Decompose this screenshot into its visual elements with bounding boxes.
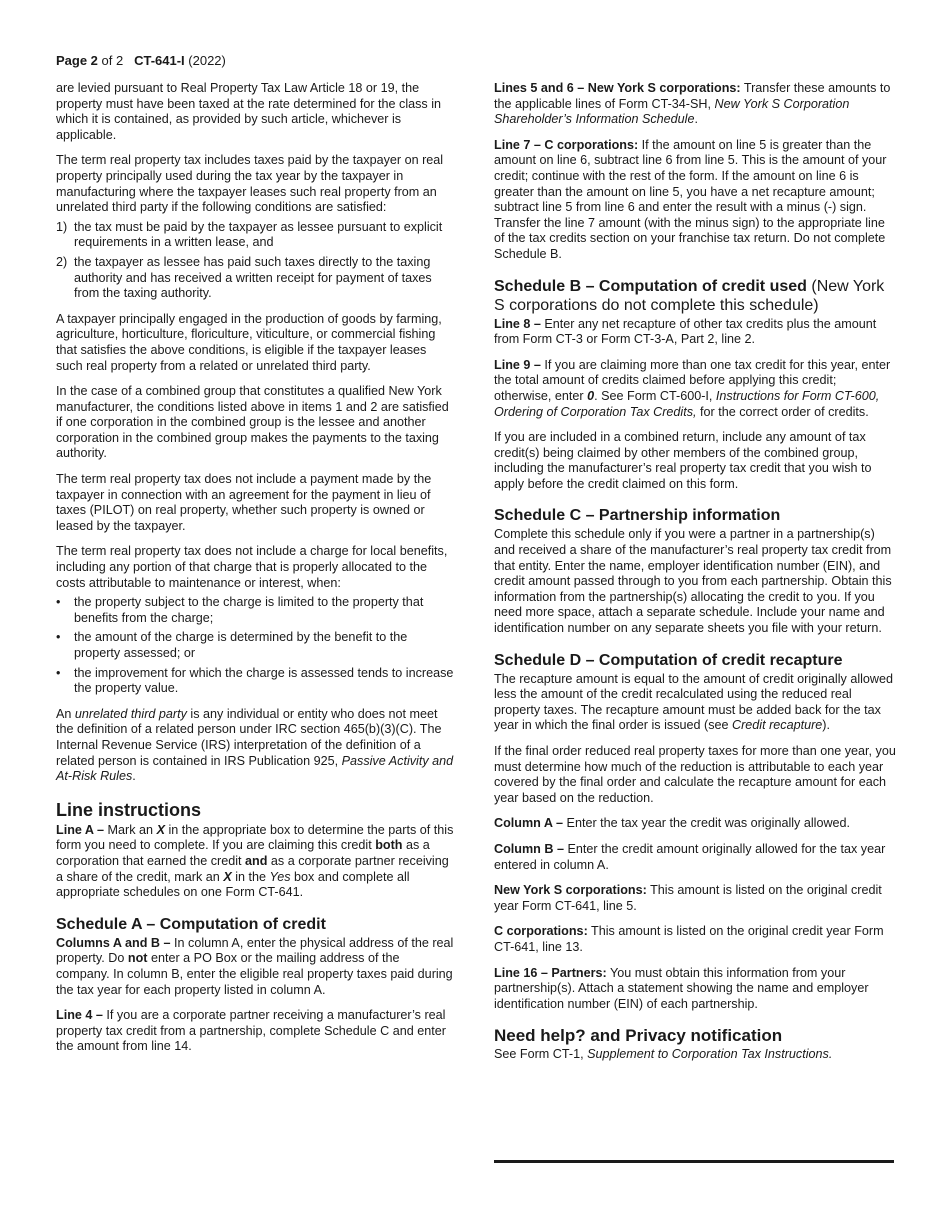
heading-line-instructions: Line instructions — [56, 799, 202, 820]
paragraph-term-includes: The term real property tax includes taxes paid by the taxpayer on real property principally used during the tax year by the taxpayer in manufacturing where the taxpayer leases such real property from an unrelated third party if the following conditions are satisfied: — [56, 153, 444, 215]
form-id: CT-641-I — [134, 53, 185, 68]
page-header — [56, 53, 226, 68]
instruction-line-16: Line 16 – Partners: You must obtain this information from your partnership(s). Attach a statement showing the name and employer identification number (EIN) of each partnership. — [494, 965, 869, 1011]
paragraph-need-help: See Form CT-1, Supplement to Corporation Tax Instructions. — [494, 1047, 833, 1062]
bottom-rule — [494, 1160, 894, 1163]
instruction-ny-s-corporations: New York S corporations: This amount is listed on the original credit year Form CT-641, line 5. — [494, 883, 882, 913]
paragraph-combined-group: In the case of a combined group that constitutes a qualified New York manufacturer, the conditions listed above in items 1 and 2 are satisfied if one corporation in the combined group is the lessee and another corporation in the combined group makes the payments to the taxing authority. — [56, 384, 449, 461]
paragraph-unrelated-third-party: An unrelated third party is any individual or entity who does not meet the definition of a related person under IRC section 465(b)(3)(C). The Internal Revenue Service (IRS) interpretation of the definition of a related person is contained in IRS Publication 925, Passive Activity and At-Risk Rules. — [56, 706, 454, 784]
instruction-line-7: Line 7 – C corporations: If the amount on line 5 is greater than the amount on line 6, subtract line 6 from line 5. This is the amount of your credit; continue with the rest of the form. If the amount on line 6 is greater than the amount on line 5, you have a net recapture amount; subtract line 5 from line 6 and enter the result with a minus (-) sign. Transfer the line 7 amount (with the minus sign) to the appropriate line of the tax credits section on your franchise tax return. Do not complete Schedule B. — [494, 137, 887, 261]
conditions-list — [56, 220, 456, 302]
right-column — [494, 81, 896, 1073]
left-column — [56, 81, 456, 1065]
paragraph-combined-return: If you are included in a combined return, include any amount of tax credit(s) being claimed by other members of the combined group, including the manufacturer’s real property tax credit that you wish to apply before the credit claimed on this form. — [494, 430, 872, 491]
heading-schedule-c: Schedule C – Partnership information — [494, 507, 781, 525]
list-item: • the amount of the charge is determined by the benefit to the property assessed; or — [56, 630, 408, 660]
instruction-line-a: Line A – Mark an X in the appropriate box to determine the parts of this form you need to complete. If you are claiming this credit both as a corporation that earned the credit and as a corporate partner receiving a share of the credit, mark an X in the Yes box and complete all appropriate schedules on one Form CT-641. — [56, 822, 454, 900]
paragraph-schedule-c: Complete this schedule only if you were a partner in a partnership(s) and received a share of the manufacturer’s real property tax credit from that entity. Enter the name, employer identification number (EIN), and credit amount passed through to you from each partnership. Obtain this information from the partnership(s) allocating the credit to you. If you need more space, attach a separate schedule. Include your name and identification number on any separate sheets you file with your return. — [494, 527, 892, 636]
form-year: (2022) — [188, 53, 226, 68]
instruction-line-9: Line 9 – If you are claiming more than one tax credit for this year, enter the total amount of credits claimed before applying this credit; otherwise, enter 0. See Form CT-600-I, Instructions for Form CT-600, Ordering of Corporation Tax Credits, for the correct order of credits. — [494, 357, 891, 419]
instruction-c-corporations: C corporations: This amount is listed on the original credit year Form CT-641, line 13. — [494, 924, 884, 954]
paragraph-local-benefits: The term real property tax does not include a charge for local benefits, including any portion of that charge that is properly allocated to the costs attributable to maintenance or interest, when: — [56, 544, 448, 590]
paragraph-principally: A taxpayer principally engaged in the production of goods by farming, agriculture, horticulture, floriculture, viticulture, or commercial fishing that satisfies the above conditions, is eligible if the taxpayer leases such real property from a related or unrelated third party. — [56, 311, 442, 373]
list-item: 1) the tax must be paid by the taxpayer as lessee pursuant to explicit requirements in a written lease, and — [56, 219, 443, 250]
instruction-line-4: Line 4 – If you are a corporate partner receiving a manufacturer’s real property tax credit from a partnership, complete Schedule C and enter the amount from line 14. — [56, 1008, 446, 1054]
list-item: 2) the taxpayer as lessee has paid such taxes directly to the taxing authority and has received a written receipt for payment of taxes from the taxing authority. — [56, 254, 432, 301]
heading-schedule-b: Schedule B – Computation of credit used (New York S corporations do not complete this schedule) — [494, 277, 885, 314]
list-item: • the improvement for which the charge is assessed tends to increase the property value. — [56, 665, 454, 696]
heading-schedule-a: Schedule A – Computation of credit — [56, 915, 326, 933]
instruction-lines-5-6: Lines 5 and 6 – New York S corporations: Transfer these amounts to the applicable lines of Form CT-34-SH, New York S Corporation Shareholder’s Information Schedule. — [494, 81, 891, 127]
paragraph-final-order: If the final order reduced real property taxes for more than one year, you must determine how much of the reduction is attributable to each year covered by the final order and calculate the recapture amount for each year based on the reduction. — [494, 744, 896, 805]
page-label: Page 2 — [56, 53, 98, 68]
paragraph-pilot: The term real property tax does not include a payment made by the taxpayer in connection with an agreement for the payment in lieu of taxes (PILOT) on real property, whether such property is owned or leased by the taxpayer. — [56, 472, 432, 533]
paragraph-levied: are levied pursuant to Real Property Tax Law Article 18 or 19, the property must have been taxed at the rate determined for the class in which it is contained, as provided by such article, whichever is applicable. — [56, 81, 442, 142]
heading-need-help: Need help? and Privacy notification — [494, 1026, 783, 1046]
instruction-columns-a-b: Columns A and B – In column A, enter the physical address of the real property. Do not enter a PO Box or the mailing address of the company. In column B, enter the eligible real property taxes paid during the tax year for each property listed in column A. — [56, 935, 454, 997]
list-item: • the property subject to the charge is limited to the property that benefits from the charge; — [56, 595, 424, 625]
instruction-column-b: Column B – Enter the credit amount originally allowed for the tax year entered in column A. — [494, 841, 886, 872]
heading-schedule-d: Schedule D – Computation of credit recapture — [494, 651, 843, 669]
page-of: of 2 — [101, 53, 124, 68]
paragraph-recapture: The recapture amount is equal to the amount of credit originally allowed less the amount of the credit recalculated using the reduced real property taxes. The recapture amount must be added back for the tax year in which the final order is issued (see Credit recapture). — [494, 671, 894, 733]
instruction-line-8: Line 8 – Enter any net recapture of other tax credits plus the amount from Form CT-3 or Form CT-3-A, Part 2, line 2. — [494, 316, 877, 347]
local-benefits-list — [56, 595, 456, 697]
instruction-column-a: Column A – Enter the tax year the credit was originally allowed. — [494, 816, 851, 831]
